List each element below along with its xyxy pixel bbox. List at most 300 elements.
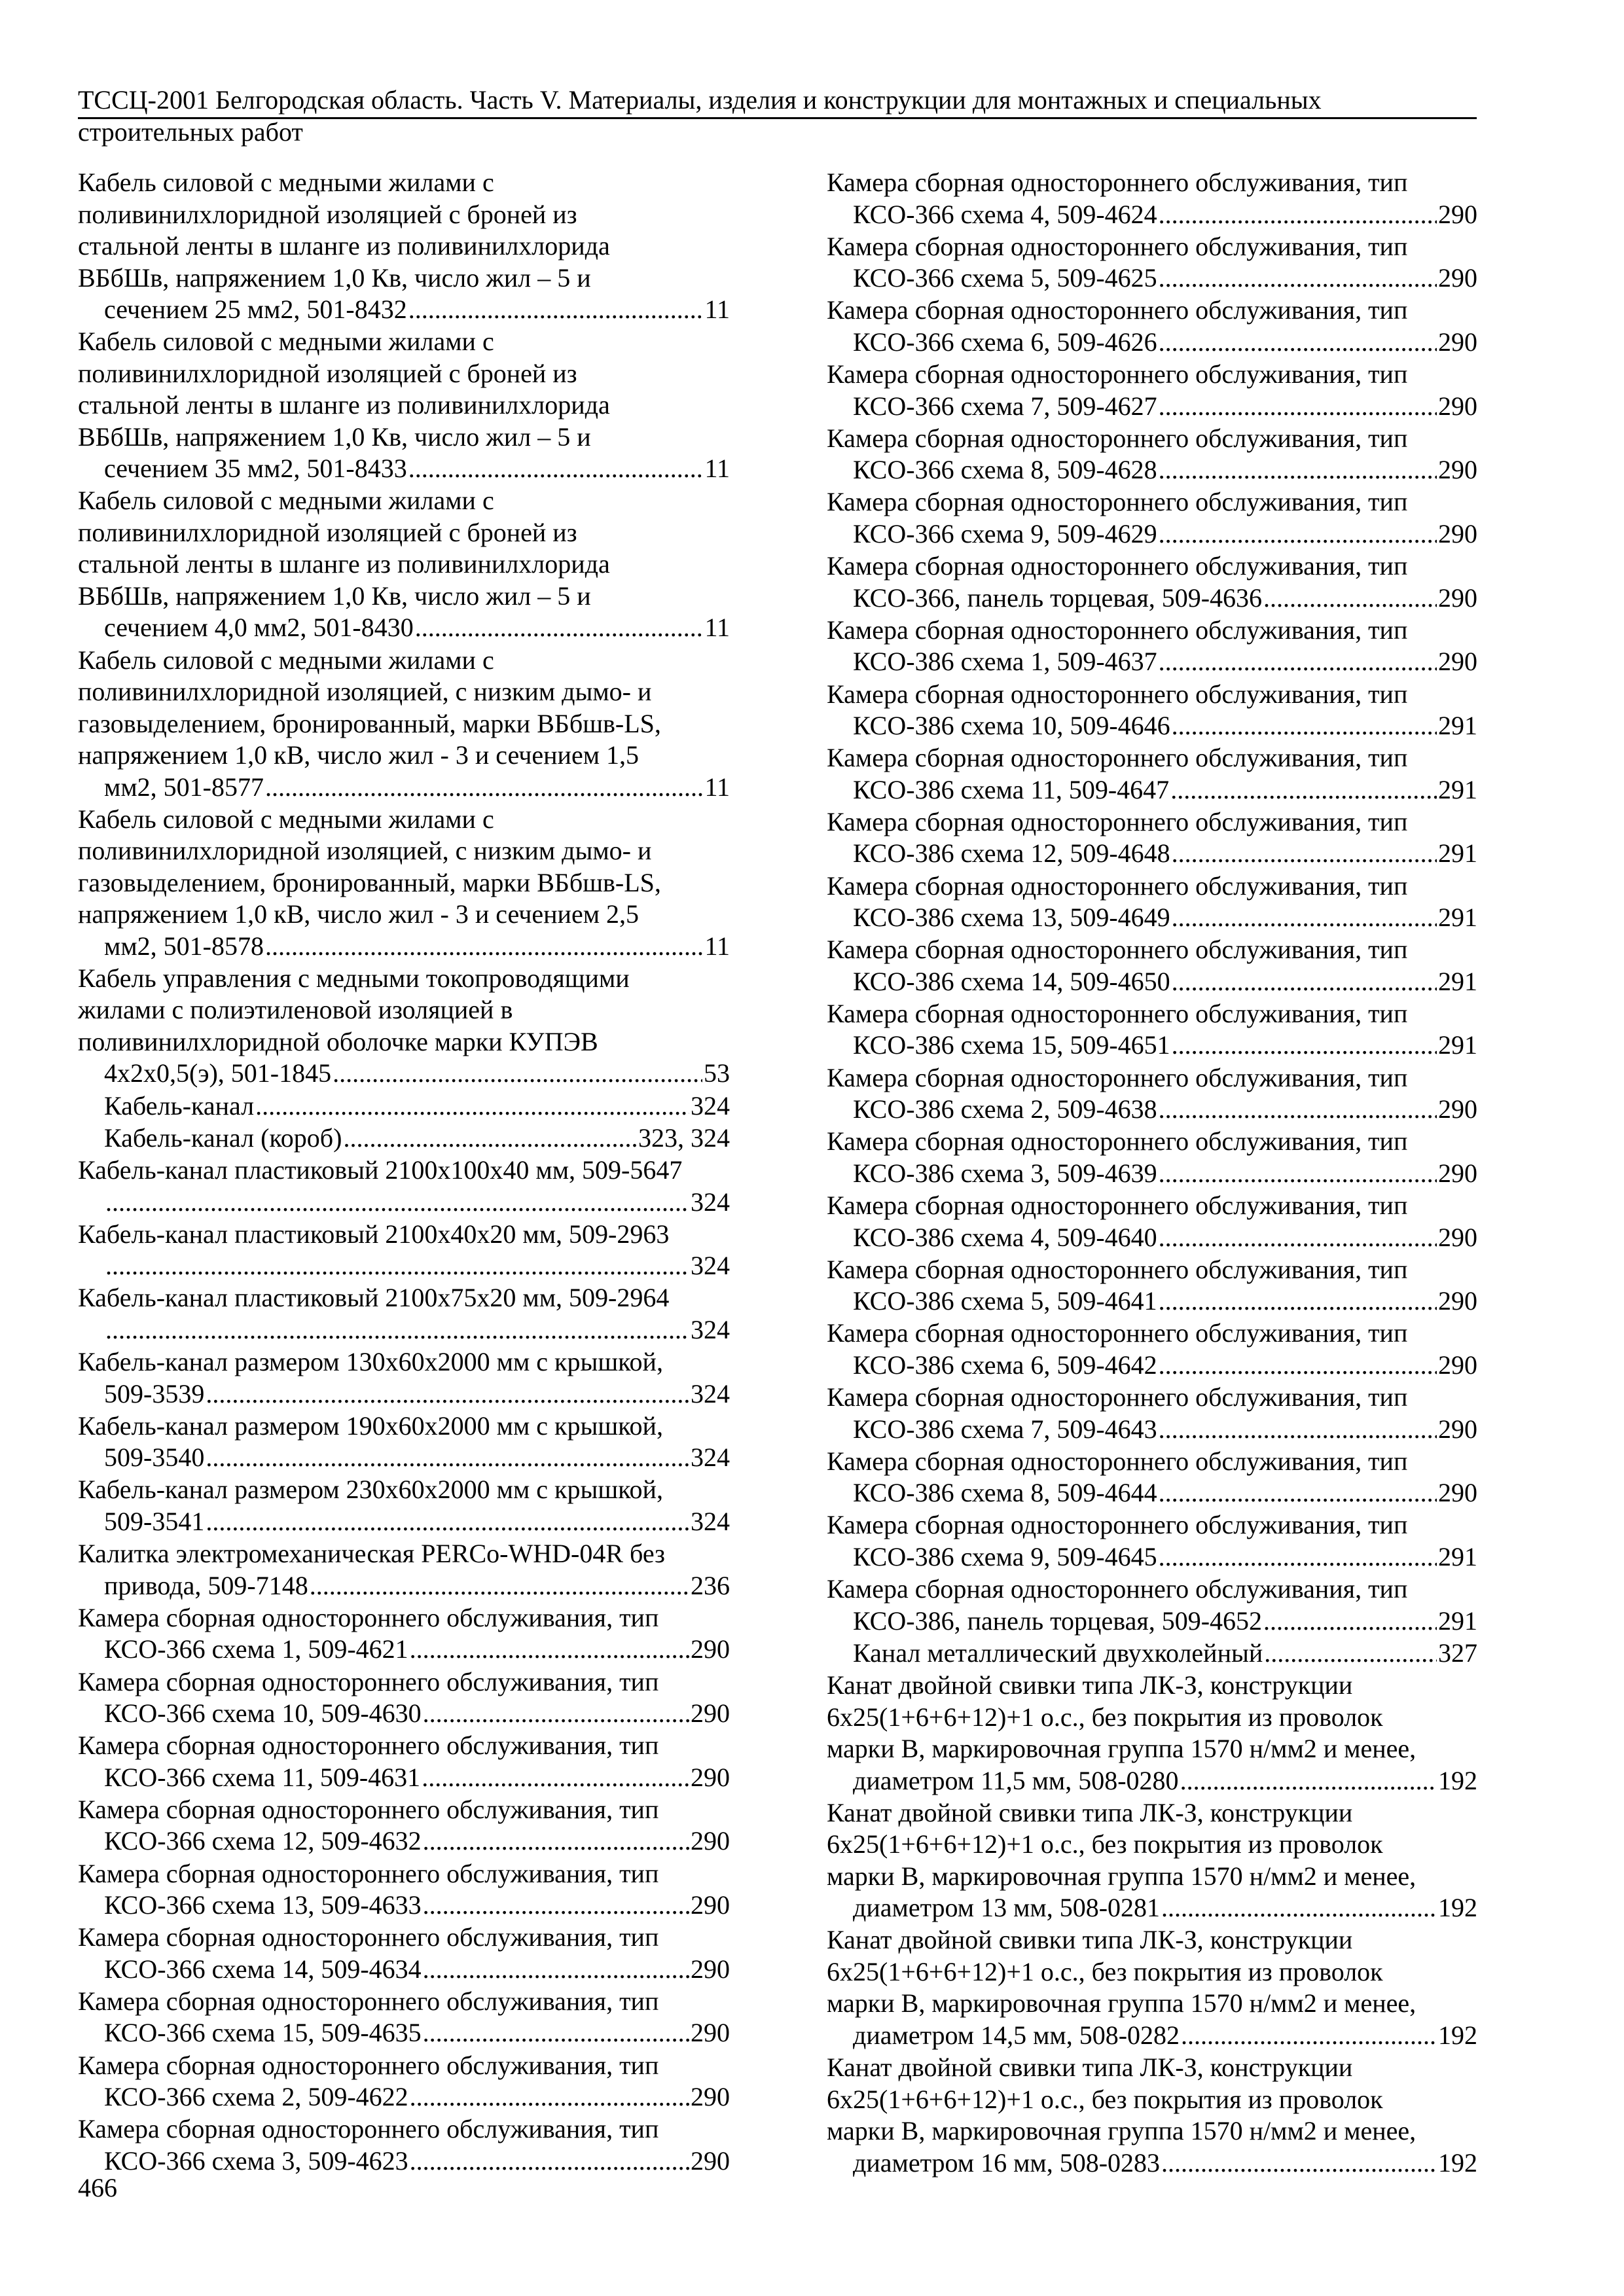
dot-leader [1159,1414,1437,1446]
index-entry-line: Канат двойной свивки типа ЛК-З, конструкции [827,1797,1353,1827]
index-entry-last-line [853,262,1477,295]
index-entry-last-line [853,1477,1477,1509]
index-entry [827,1190,1477,1253]
index-column-left [78,167,730,2178]
index-entry-last-line [104,2017,730,2049]
dot-leader [1159,1222,1437,1254]
index-entry-line: Камера сборная одностороннего обслуживания, тип [827,998,1408,1028]
index-entry-last-line [104,1378,730,1410]
index-entry-last-line [853,902,1477,934]
dot-leader [1159,1477,1437,1509]
index-entry-page: 324 [691,1506,730,1536]
index-entry-last-line [104,772,730,804]
index-entry-line: ВБбШв, напряжением 1,0 Кв, число жил – 5 и [78,422,591,452]
index-entry-last-line [853,774,1477,806]
index-entry-line: Кабель силовой с медными жилами с [78,486,494,516]
index-entry-text: диаметром 14,5 мм, 508-0282 [853,2020,1180,2050]
index-entry-last-line [104,1634,730,1666]
dot-leader [408,453,704,485]
index-entry-page: 11 [704,295,730,324]
index-entry-line: Камера сборная одностороннего обслуживания, тип [827,1254,1408,1284]
index-entry-page: 290 [691,1698,730,1728]
dot-leader [1181,2020,1437,2052]
index-entry-last-line [853,1541,1477,1573]
index-entry-text: 509-3541 [104,1506,205,1536]
index-entry-line: поливинилхлоридной оболочке марки КУПЭВ [78,1026,598,1056]
index-entry [827,870,1477,934]
dot-leader [1159,1350,1437,1382]
index-entry-page: 290 [691,1826,730,1856]
index-entry-last-line [104,1762,730,1794]
index-entry-page: 11 [704,454,730,484]
index-entry-text: КСО-386 схема 14, 509-4650 [853,966,1170,996]
dot-leader [1159,262,1437,295]
index-entry [827,1509,1477,1573]
dot-leader [1264,1638,1437,1670]
index-entry [827,1254,1477,1318]
index-entry-page: 324 [691,1187,730,1217]
index-entry-line: ВБбШв, напряжением 1,0 Кв, число жил – 5 и [78,262,591,293]
index-entry-line: стальной ленты в шланге из поливинилхлорида [78,231,610,260]
index-entry [78,1122,730,1155]
header-rule [78,117,1477,119]
dot-leader [1159,199,1437,231]
index-entry-line: Камера сборная одностороннего обслуживания, тип [78,2114,659,2144]
index-entry-line: Камера сборная одностороннего обслуживания, тип [78,1602,659,1632]
index-entry-text: КСО-366 схема 15, 509-4635 [104,2018,422,2048]
index-entry-line: Камера сборная одностороннего обслуживания, тип [78,1794,659,1824]
dot-leader [1170,774,1437,806]
index-entry [78,963,730,1090]
index-entry-last-line [853,199,1477,231]
index-entry-page: 290 [1438,1222,1477,1252]
index-entry-line: Камера сборная одностороннего обслуживания, тип [78,1986,659,2016]
dot-leader [1159,646,1437,678]
dot-leader [1159,1158,1437,1190]
dot-leader [1263,583,1437,615]
index-entry-line: Камера сборная одностороннего обслуживания, тип [827,1191,1408,1220]
dot-leader [422,1762,689,1794]
index-entry-last-line [104,1442,730,1474]
index-entry-page: 290 [1438,199,1477,229]
index-entry-text: сечением 25 мм2, 501-8432 [104,295,407,324]
index-entry [78,1090,730,1122]
index-entry-line: Камера сборная одностороннего обслуживания, тип [827,806,1408,836]
index-entry-last-line [104,1825,730,1857]
index-entry-line: Камера сборная одностороннего обслуживания, тип [827,231,1408,261]
index-entry-text: КСО-386 схема 15, 509-4651 [853,1030,1170,1060]
index-entry-text: сечением 35 мм2, 501-8433 [104,454,407,484]
index-entry-page: 290 [1438,1414,1477,1444]
index-entry-page: 290 [1438,391,1477,421]
index-column-right [827,167,1477,2179]
index-entry-text: КСО-366 схема 7, 509-4627 [853,391,1157,421]
dot-leader [415,612,704,644]
index-entry-last-line [104,294,730,326]
index-entry-text: КСО-366 схема 14, 509-4634 [104,1954,422,1984]
index-entry-line: поливинилхлоридной изоляцией, с низким дымо- и [78,836,652,866]
index-entry [78,645,730,804]
index-entry-text: КСО-366 схема 10, 509-4630 [104,1698,422,1728]
dot-leader [255,1090,689,1122]
index-entry-line: Кабель-канал размером 230х60х2000 мм с крышкой, [78,1475,663,1505]
index-entry [78,2113,730,2177]
index-entry [827,1318,1477,1381]
index-entry [78,1410,730,1474]
index-entry-line: Кабель силовой с медными жилами с [78,804,494,834]
index-entry-page: 291 [1438,1541,1477,1571]
index-entry-text: КСО-386 схема 11, 509-4647 [853,774,1170,804]
index-entry-last-line [853,966,1477,998]
index-entry [827,1382,1477,1445]
index-entry [78,1858,730,1922]
index-entry-last-line [104,1506,730,1538]
index-entry-line: Камера сборная одностороннего обслуживания, тип [827,935,1408,965]
index-entry-last-line [104,1314,730,1346]
index-entry-last-line [853,1638,1477,1670]
index-entry-text: Канал металлический двухколейный [853,1638,1263,1668]
index-entry-line: Камера сборная одностороннего обслуживания, тип [827,679,1408,709]
index-entry-page: 290 [1438,263,1477,293]
index-entry-text: КСО-366 схема 1, 509-4621 [104,1634,408,1664]
index-entry-page: 327 [1438,1638,1477,1668]
index-entry [827,1670,1477,1797]
index-entry-text: КСО-386 схема 4, 509-4640 [853,1222,1157,1252]
index-entry-page: 11 [704,931,730,961]
index-entry-line: поливинилхлоридной изоляцией с броней из [78,199,577,229]
index-entry-line: Кабель-канал размером 190х60х2000 мм с крышкой, [78,1410,663,1441]
index-entry-line: стальной ленты в шланге из поливинилхлорида [78,549,610,579]
index-entry [827,167,1477,230]
index-entry-last-line [104,453,730,485]
index-entry [78,1730,730,1793]
index-entry-line: Камера сборная одностороннего обслуживания, тип [827,295,1408,325]
index-entry-text: Кабель-канал [104,1090,255,1121]
index-entry-line: Камера сборная одностороннего обслуживания, тип [78,2050,659,2080]
index-entry [827,1924,1477,2051]
index-entry [827,2052,1477,2179]
index-entry-last-line [853,1765,1477,1797]
index-entry-last-line [853,2020,1477,2052]
index-entry-text: диаметром 13 мм, 508-0281 [853,1893,1161,1923]
index-entry-line: Камера сборная одностороннего обслуживания, тип [827,487,1408,517]
index-entry [827,1638,1477,1670]
index-entry-last-line [853,1222,1477,1254]
index-entry-text: КСО-386 схема 1, 509-4637 [853,647,1157,677]
index-entry-line: марки В, маркировочная группа 1570 н/мм2 и менее, [827,1861,1416,1891]
index-entry [827,231,1477,295]
index-entry-text: 4х2х0,5(э), 501-1845 [104,1058,332,1088]
index-entry-line: Камера сборная одностороннего обслуживания, тип [78,1731,659,1761]
index-entry [78,1986,730,2049]
index-entry-last-line [853,1158,1477,1190]
index-entry-line: марки В, маркировочная группа 1570 н/мм2 и менее, [827,2116,1416,2146]
index-entry-line: марки В, маркировочная группа 1570 н/мм2 и менее, [827,1734,1416,1763]
index-entry-page: 290 [1438,1350,1477,1380]
index-entry-page: 290 [691,2018,730,2048]
index-entry [78,1474,730,1537]
index-entry-line: Кабель силовой с медными жилами с [78,645,494,675]
index-entry-last-line [104,931,730,963]
index-entry-text: 509-3539 [104,1378,205,1408]
index-entry-last-line [853,646,1477,678]
index-entry-page: 291 [1438,838,1477,869]
index-entry-line: Калитка электромеханическая PERCo-WHD-04R без [78,1539,665,1569]
index-entry-text: КСО-366, панель торцевая, 509-4636 [853,583,1263,613]
index-entry-line: стальной ленты в шланге из поливинилхлорида [78,390,610,420]
dot-leader [206,1442,689,1474]
index-entry-page: 324 [691,1314,730,1344]
index-entry-line: Кабель-канал размером 130х60х2000 мм с крышкой, [78,1347,663,1377]
dot-leader [1180,1765,1437,1797]
index-entry-last-line [104,1698,730,1730]
dot-leader [1159,391,1437,423]
index-entry-last-line [104,1122,730,1155]
index-entry-line: газовыделением, бронированный, марки ВБбшв-LS, [78,708,661,738]
index-entry-page: 290 [691,1890,730,1920]
index-entry-last-line [853,1892,1477,1924]
index-entry-text: КСО-386 схема 10, 509-4646 [853,711,1170,740]
index-entry-page: 290 [1438,1478,1477,1508]
index-entry-line: Камера сборная одностороннего обслуживания, тип [827,1510,1408,1540]
index-entry-page: 192 [1438,2020,1477,2050]
dot-leader [410,2145,689,2178]
dot-leader [423,1825,689,1857]
index-entry-line: Камера сборная одностороннего обслуживания, тип [827,1062,1408,1092]
index-entry-last-line [853,1605,1477,1638]
index-entry-page: 291 [1438,966,1477,996]
index-entry [78,485,730,644]
index-entry [78,1794,730,1857]
index-entry [827,359,1477,422]
index-entry-text: диаметром 11,5 мм, 508-0280 [853,1765,1179,1795]
index-entry-page: 53 [704,1058,730,1088]
dot-leader [206,1506,689,1538]
index-entry [78,1282,730,1346]
index-entry-page: 324 [691,1251,730,1281]
index-entry [78,1602,730,1666]
index-entry-page: 290 [1438,1286,1477,1316]
index-entry [78,167,730,326]
index-entry-page: 324 [691,1090,730,1121]
index-entry-last-line [853,2147,1477,2179]
dot-leader [1159,1285,1437,1318]
index-entry-text: КСО-386 схема 12, 509-4648 [853,838,1170,869]
index-entry-line: Камера сборная одностороннего обслуживания, тип [827,1318,1408,1348]
index-entry-last-line [104,1954,730,1986]
index-entry-line: Кабель управления с медными токопроводящими [78,963,630,993]
dot-leader [1161,2147,1437,2179]
index-entry [78,1155,730,1218]
index-entry [827,742,1477,806]
index-entry-line: Кабель-канал пластиковый 2100х40х20 мм, 509-2963 [78,1219,670,1249]
index-entry-last-line [853,327,1477,359]
dot-leader [343,1122,637,1155]
index-entry [827,1062,1477,1126]
index-entry-text: 509-3540 [104,1443,205,1473]
index-entry-page: 324 [691,1443,730,1473]
index-entry-line: Канат двойной свивки типа ЛК-З, конструкции [827,2053,1353,2083]
index-entry-line: Камера сборная одностороннего обслуживания, тип [827,1446,1408,1476]
index-entry-text: мм2, 501-8578 [104,931,264,961]
index-entry-text: КСО-366 схема 5, 509-4625 [853,263,1157,293]
index-entry-line: поливинилхлоридной изоляцией с броней из [78,358,577,388]
dot-leader [1159,1094,1437,1126]
dot-leader [1159,1541,1437,1573]
index-entry-page: 290 [1438,518,1477,548]
index-entry-line: Канат двойной свивки типа ЛК-З, конструкции [827,1670,1353,1700]
index-entry-line: Кабель силовой с медными жилами с [78,168,494,197]
dot-leader [423,1954,689,1986]
index-entry [78,804,730,963]
index-entry-text: мм2, 501-8577 [104,772,264,802]
dot-leader [310,1570,689,1602]
index-entry-line: напряжением 1,0 кВ, число жил - 3 и сечением 2,5 [78,899,640,929]
dot-leader [410,2081,689,2113]
index-entry [827,806,1477,870]
index-entry-last-line [104,1187,730,1219]
dot-leader [265,931,704,963]
index-entry-page: 290 [1438,647,1477,677]
dot-leader [408,294,704,326]
index-entry [78,1346,730,1410]
index-entry-text: КСО-386 схема 2, 509-4638 [853,1094,1157,1124]
index-entry-last-line [853,1350,1477,1382]
index-entry-page: 192 [1438,2147,1477,2178]
dot-leader [1172,902,1437,934]
page-number: 466 [78,2173,117,2202]
index-entry-page: 290 [691,2082,730,2112]
index-entry [78,1666,730,1730]
index-entry-line: 6х25(1+6+6+12)+1 о.с., без покрытия из проволок [827,1956,1383,1986]
index-entry-line: напряжением 1,0 кВ, число жил - 3 и сечением 1,5 [78,740,640,770]
index-entry [827,934,1477,997]
index-entry-line: Кабель-канал пластиковый 2100х100х40 мм, 509-5647 [78,1155,683,1185]
index-entry-line: Камера сборная одностороннего обслуживания, тип [827,615,1408,645]
index-entry-page: 290 [691,1762,730,1792]
dot-leader [423,1698,689,1730]
index-entry-last-line [104,2145,730,2178]
index-entry-last-line [104,1090,730,1122]
dot-leader [206,1378,689,1410]
index-entry-line: газовыделением, бронированный, марки ВБбшв-LS, [78,867,661,897]
index-entry-last-line [853,1414,1477,1446]
index-entry [78,1538,730,1602]
dot-leader [410,1634,689,1666]
index-entry-line: марки В, маркировочная группа 1570 н/мм2 и менее, [827,1988,1416,2018]
index-entry-last-line [853,454,1477,486]
dot-leader [1263,1605,1437,1638]
index-entry-last-line [853,1094,1477,1126]
dot-leader [105,1250,689,1282]
index-entry-last-line [104,612,730,644]
dot-leader [1161,1892,1437,1924]
index-entry-page: 291 [1438,774,1477,804]
index-entry-page: 290 [691,1634,730,1664]
dot-leader [423,1890,689,1922]
index-entry [827,1126,1477,1189]
index-entry-page: 291 [1438,1605,1477,1636]
dot-leader [1159,454,1437,486]
index-entry [827,295,1477,358]
index-entry-text: КСО-366 схема 6, 509-4626 [853,327,1157,357]
dot-leader [1172,966,1437,998]
index-entry-text: КСО-386 схема 3, 509-4639 [853,1158,1157,1188]
index-entry-text: диаметром 16 мм, 508-0283 [853,2147,1161,2178]
index-entry-text: КСО-366 схема 8, 509-4628 [853,455,1157,485]
index-entry-text: КСО-366 схема 4, 509-4624 [853,199,1157,229]
index-entry-line: 6х25(1+6+6+12)+1 о.с., без покрытия из проволок [827,2084,1383,2114]
index-entry-line: Камера сборная одностороннего обслуживания, тип [827,1126,1408,1157]
index-entry-page: 236 [691,1570,730,1600]
index-entry-page: 291 [1438,903,1477,933]
index-entry-line: 6х25(1+6+6+12)+1 о.с., без покрытия из проволок [827,1702,1383,1732]
index-entry-line: Камера сборная одностороннего обслуживания, тип [827,168,1408,197]
index-entry-line: ВБбШв, напряжением 1,0 Кв, число жил – 5 и [78,581,591,611]
index-entry-page: 323, 324 [638,1122,730,1153]
index-entry [827,615,1477,678]
index-entry [827,1573,1477,1637]
dot-leader [1172,1030,1437,1062]
index-entry-line: Кабель силовой с медными жилами с [78,327,494,357]
index-entry-line: Камера сборная одностороннего обслуживания, тип [78,1922,659,1952]
index-entry [827,1446,1477,1509]
index-entry-text: КСО-386 схема 9, 509-4645 [853,1541,1157,1571]
index-entry-line: Камера сборная одностороннего обслуживания, тип [827,1382,1408,1412]
index-entry-text: КСО-366 схема 11, 509-4631 [104,1762,421,1792]
index-entry [827,998,1477,1062]
index-entry [78,1219,730,1282]
dot-leader [1159,327,1437,359]
dot-leader [265,772,704,804]
index-entry [827,679,1477,742]
index-entry-last-line [853,710,1477,742]
index-entry-page: 290 [1438,1094,1477,1124]
index-entry-page: 192 [1438,1765,1477,1795]
index-entry-text: КСО-366 схема 3, 509-4623 [104,2145,408,2176]
index-entry-last-line [853,1030,1477,1062]
dot-leader [105,1314,689,1346]
index-entry-line: поливинилхлоридной изоляцией с броней из [78,517,577,547]
index-entry-page: 291 [1438,1030,1477,1060]
index-entry-text: КСО-366 схема 12, 509-4632 [104,1826,422,1856]
index-entry-page: 290 [1438,583,1477,613]
index-entry-line: Камера сборная одностороннего обслуживания, тип [827,359,1408,389]
dot-leader [1159,518,1437,550]
index-entry-last-line [104,1250,730,1282]
index-entry-line: Кабель-канал пластиковый 2100х75х20 мм, 509-2964 [78,1283,670,1313]
index-entry-text: КСО-386 схема 7, 509-4643 [853,1414,1157,1444]
index-entry [827,1797,1477,1924]
index-entry-page: 324 [691,1378,730,1408]
index-entry-page: 11 [704,772,730,802]
index-entry [827,550,1477,614]
index-entry-last-line [853,583,1477,615]
index-entry-text: КСО-366 схема 2, 509-4622 [104,2082,408,2112]
index-entry-page: 192 [1438,1893,1477,1923]
index-entry-line: Камера сборная одностороннего обслуживания, тип [827,743,1408,773]
index-entry-text: КСО-386, панель торцевая, 509-4652 [853,1605,1263,1636]
dot-leader [1172,710,1437,742]
index-entry [78,1922,730,1985]
index-entry-text: Кабель-канал (короб) [104,1122,342,1153]
index-entry [78,326,730,485]
index-entry-page: 290 [1438,455,1477,485]
dot-leader [333,1058,702,1090]
index-entry-page: 291 [1438,711,1477,740]
dot-leader [1172,838,1437,870]
index-entry-line: Камера сборная одностороннего обслуживания, тип [827,870,1408,901]
